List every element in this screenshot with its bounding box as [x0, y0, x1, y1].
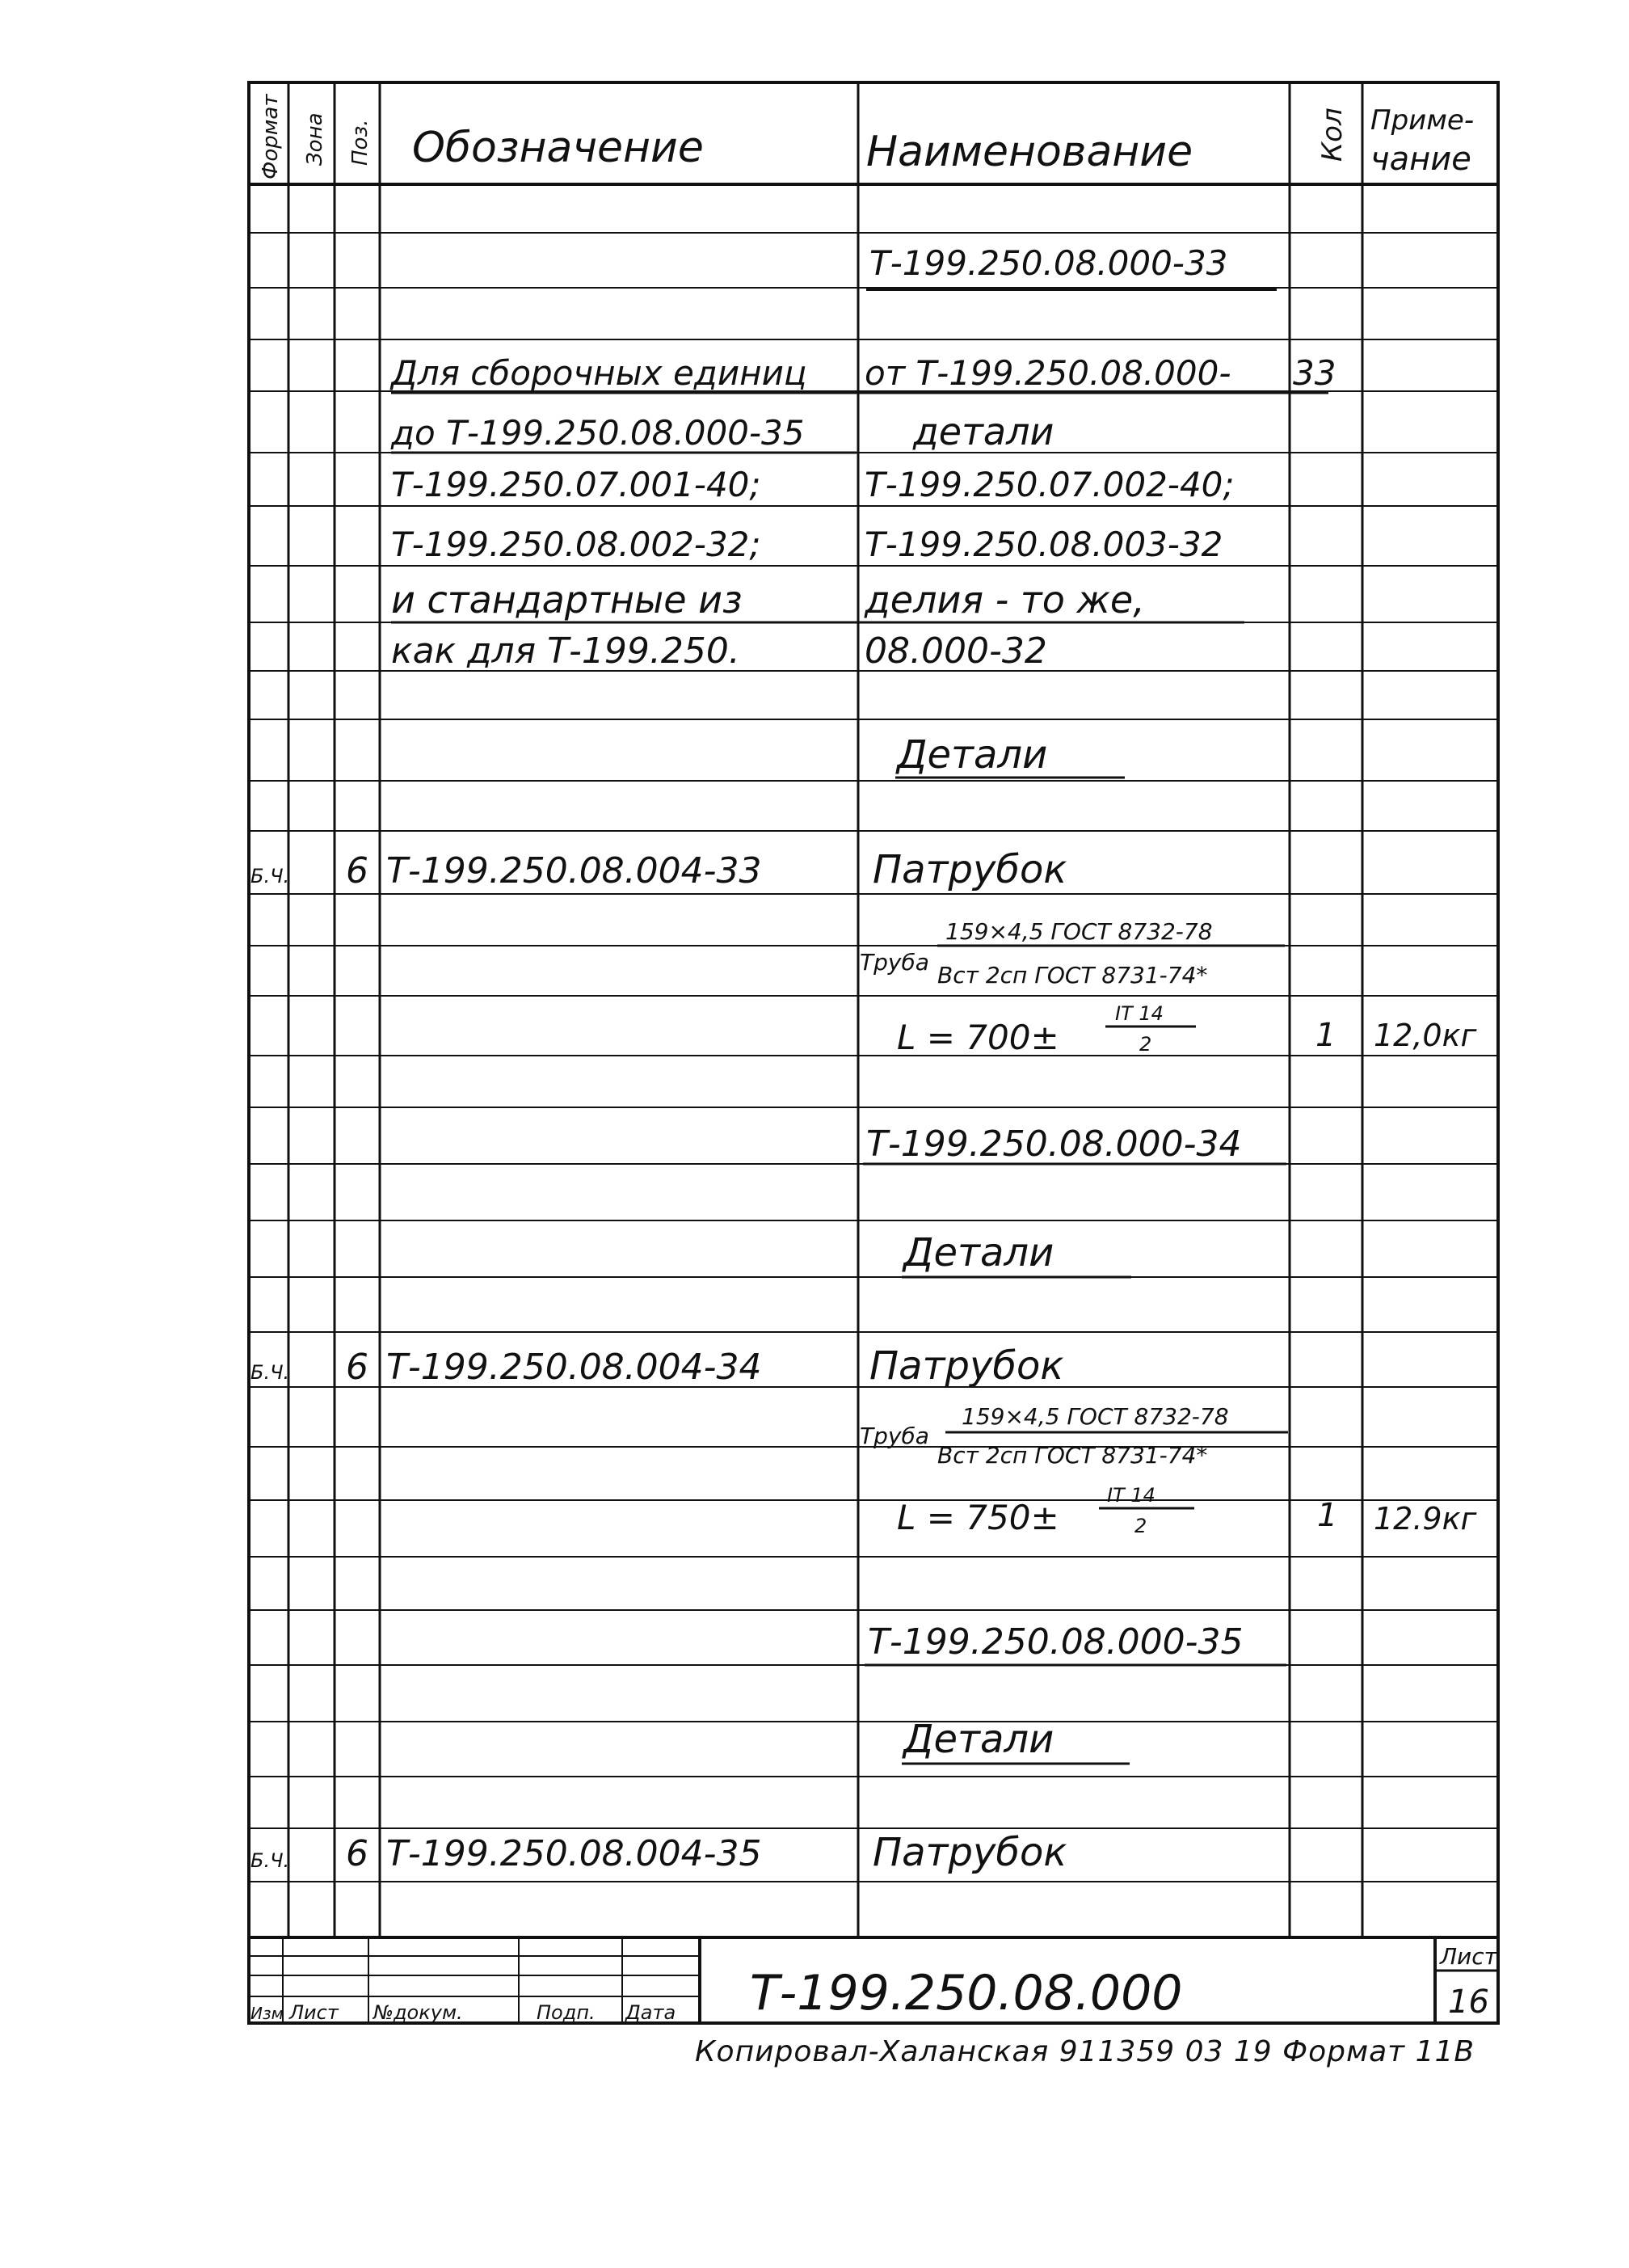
title-block [249, 1937, 1498, 2024]
list-item: Т-199.250.07.001-40; [391, 465, 761, 504]
table-header [259, 94, 1474, 179]
format-cell: Б.Ч. [250, 1849, 290, 1872]
material-bottom: Вст 2сп ГОСТ 8731-74* [937, 1442, 1208, 1469]
header-note-line1: Приме- [1370, 104, 1475, 137]
material-prefix: Труба [860, 949, 929, 976]
table-body [250, 243, 1478, 1875]
length-prefix: L = 750± [897, 1498, 1059, 1537]
section-heading: Детали [903, 1230, 1054, 1275]
list-item: как для Т-199.250. [391, 630, 740, 672]
list-item: от Т-199.250.08.000- [865, 353, 1231, 393]
list-item: 08.000-32 [865, 630, 1047, 672]
format-cell: Б.Ч. [250, 865, 290, 887]
length-prefix: L = 700± [897, 1018, 1059, 1057]
qty-cell: 1 [1317, 1497, 1338, 1534]
header-qty: Кол [1316, 107, 1349, 162]
tb-col-sign: Подп. [537, 2001, 596, 2024]
length-top: IT 14 [1115, 1002, 1164, 1025]
tb-col-sheet: Лист [289, 2001, 339, 2024]
list-item: до Т-199.250.08.000-35 [391, 413, 805, 453]
sheet-number: 16 [1448, 1983, 1489, 2021]
list-item: Т-199.250.08.003-32 [865, 525, 1223, 564]
header-note-line2: чание [1370, 141, 1471, 178]
sheet-label: Лист [1440, 1943, 1497, 1970]
length-bottom: 2 [1134, 1515, 1147, 1537]
header-name: Наименование [866, 128, 1193, 176]
designation-cell: Т-199.250.08.004-35 [386, 1833, 762, 1874]
format-cell: Б.Ч. [250, 1361, 290, 1384]
material-bottom: Вст 2сп ГОСТ 8731-74* [937, 962, 1208, 989]
header-designation: Обозначение [412, 124, 704, 172]
length-bottom: 2 [1139, 1033, 1152, 1056]
name-cell: Патрубок [869, 1343, 1064, 1389]
name-cell: Патрубок [873, 1830, 1067, 1875]
tb-col-doc: №докум. [373, 2001, 463, 2024]
designation-cell: Т-199.250.08.004-33 [386, 850, 762, 892]
qty-cell: 1 [1315, 1017, 1336, 1054]
qty-cell: 33 [1293, 353, 1336, 393]
note-cell: 12,0кг [1374, 1018, 1477, 1053]
header-pos: Поз. [348, 119, 373, 166]
list-item: делия - то же, [865, 578, 1145, 622]
designation-cell: Т-199.250.08.004-34 [386, 1347, 762, 1388]
footer-stamp: Копировал-Халанская 911359 03 19 Формат 11В [695, 2035, 1475, 2068]
tb-col-change: Изм [250, 2004, 284, 2023]
variant-heading: Т-199.250.08.000-33 [869, 243, 1228, 283]
list-item: детали [913, 410, 1054, 453]
variant-heading: Т-199.250.08.000-35 [868, 1621, 1244, 1663]
list-item: Т-199.250.07.002-40; [865, 465, 1235, 504]
pos-cell: 6 [346, 1347, 368, 1388]
header-format: Формат [259, 94, 283, 179]
name-cell: Патрубок [873, 847, 1067, 892]
length-top: IT 14 [1107, 1484, 1155, 1507]
list-item: и стандартные из [391, 578, 743, 622]
pos-cell: 6 [346, 1833, 368, 1874]
note-cell: 12.9кг [1374, 1501, 1477, 1537]
section-heading: Детали [903, 1717, 1054, 1762]
section-heading: Детали [897, 732, 1048, 778]
variant-heading: Т-199.250.08.000-34 [866, 1123, 1242, 1165]
list-item: Для сборочных единиц [391, 353, 807, 393]
tb-col-date: Дата [625, 2001, 676, 2024]
material-top: 159×4,5 ГОСТ 8732-78 [962, 1403, 1229, 1430]
header-zone: Зона [303, 112, 327, 166]
material-top: 159×4,5 ГОСТ 8732-78 [945, 918, 1213, 945]
list-item: Т-199.250.08.002-32; [391, 525, 761, 564]
pos-cell: 6 [346, 850, 368, 892]
document-number: Т-199.250.08.000 [750, 1965, 1183, 2021]
material-prefix: Труба [860, 1423, 929, 1449]
